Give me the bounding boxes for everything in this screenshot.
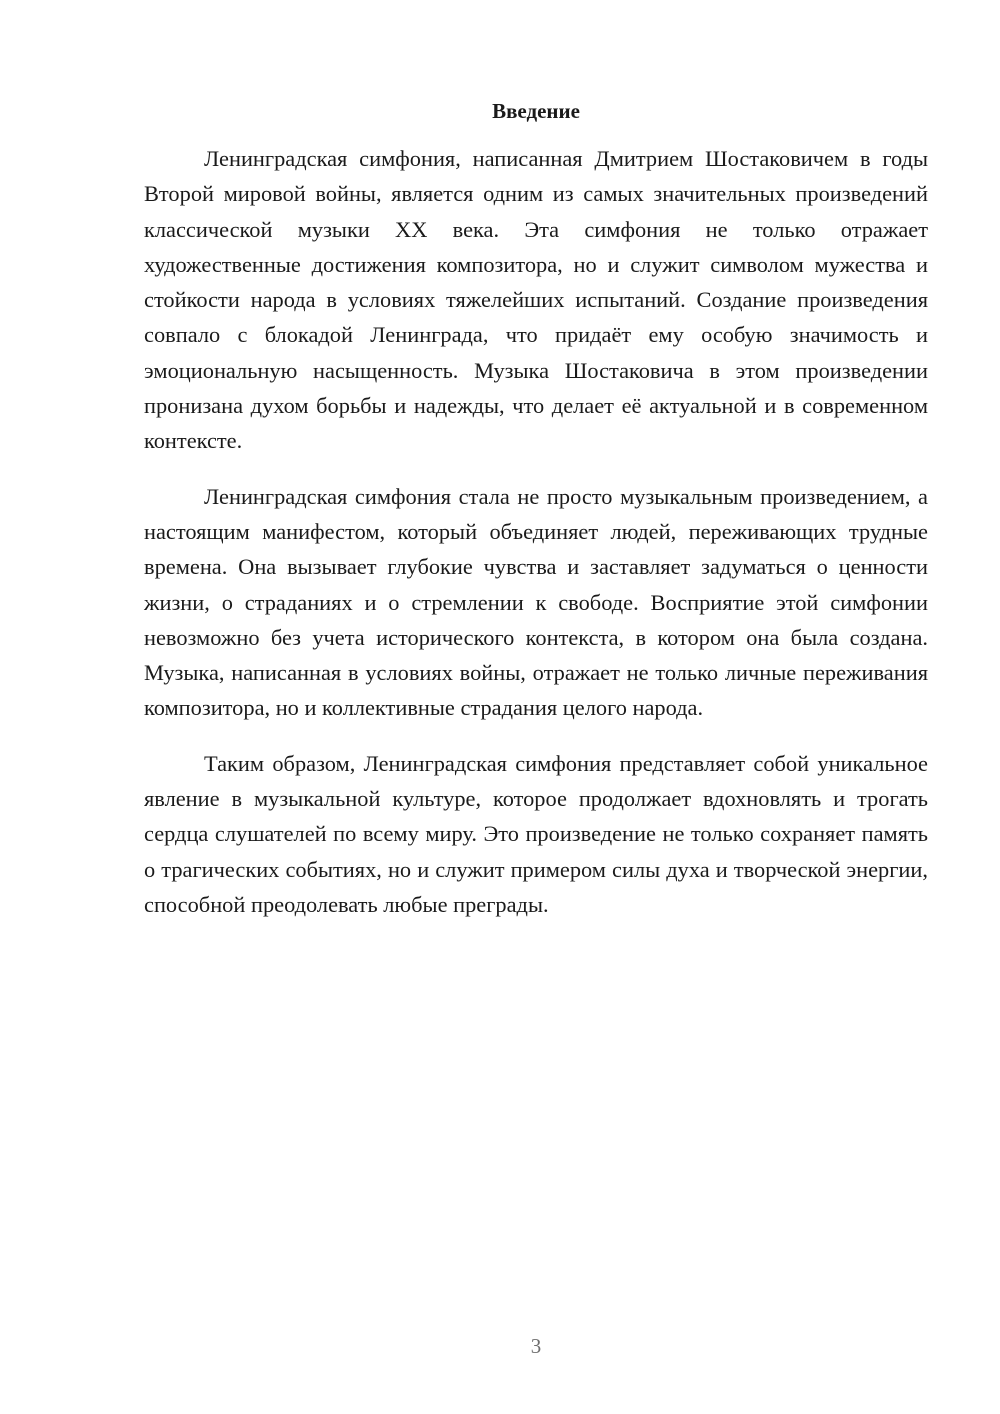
paragraph: Ленинградская симфония, написанная Дмитрием Шостаковичем в годы Второй мировой войны, является одним из самых значительных произведений классической музыки XX века. Эта симфония не только отражает художественные достижения композитора, но и служит символом мужества и стойкости народа в условиях тяжелейших испытаний. Создание произведения совпало с блокадой Ленинграда, что придаёт ему особую значимость и эмоциональную насыщенность. Музыка Шостаковича в этом произведении пронизана духом борьбы и надежды, что делает её актуальной и в современном контексте. [144, 146, 928, 454]
section-heading: Введение [492, 99, 580, 123]
page-number: 3 [530, 1334, 542, 1358]
paragraph: Таким образом, Ленинградская симфония представляет собой уникальное явление в музыкальной культуре, которое продолжает вдохновлять и трогать сердца слушателей по всему миру. Это произведение не только сохраняет память о трагических событиях, но и служит примером силы духа и творческой энергии, способной преодолевать любые преграды. [144, 750, 928, 917]
body-text [144, 141, 928, 922]
paragraph: Ленинградская симфония стала не просто музыкальным произведением, а настоящим манифестом, который объединяет людей, переживающих трудные времена. Она вызывает глубокие чувства и заставляет задуматься о ценности жизни, о страданиях и о стремлении к свободе. Восприятие этой симфонии невозможно без учета исторического контекста, в котором она была создана. Музыка, написанная в условиях войны, отражает не только личные переживания композитора, но и коллективные страдания целого народа. [144, 483, 928, 721]
